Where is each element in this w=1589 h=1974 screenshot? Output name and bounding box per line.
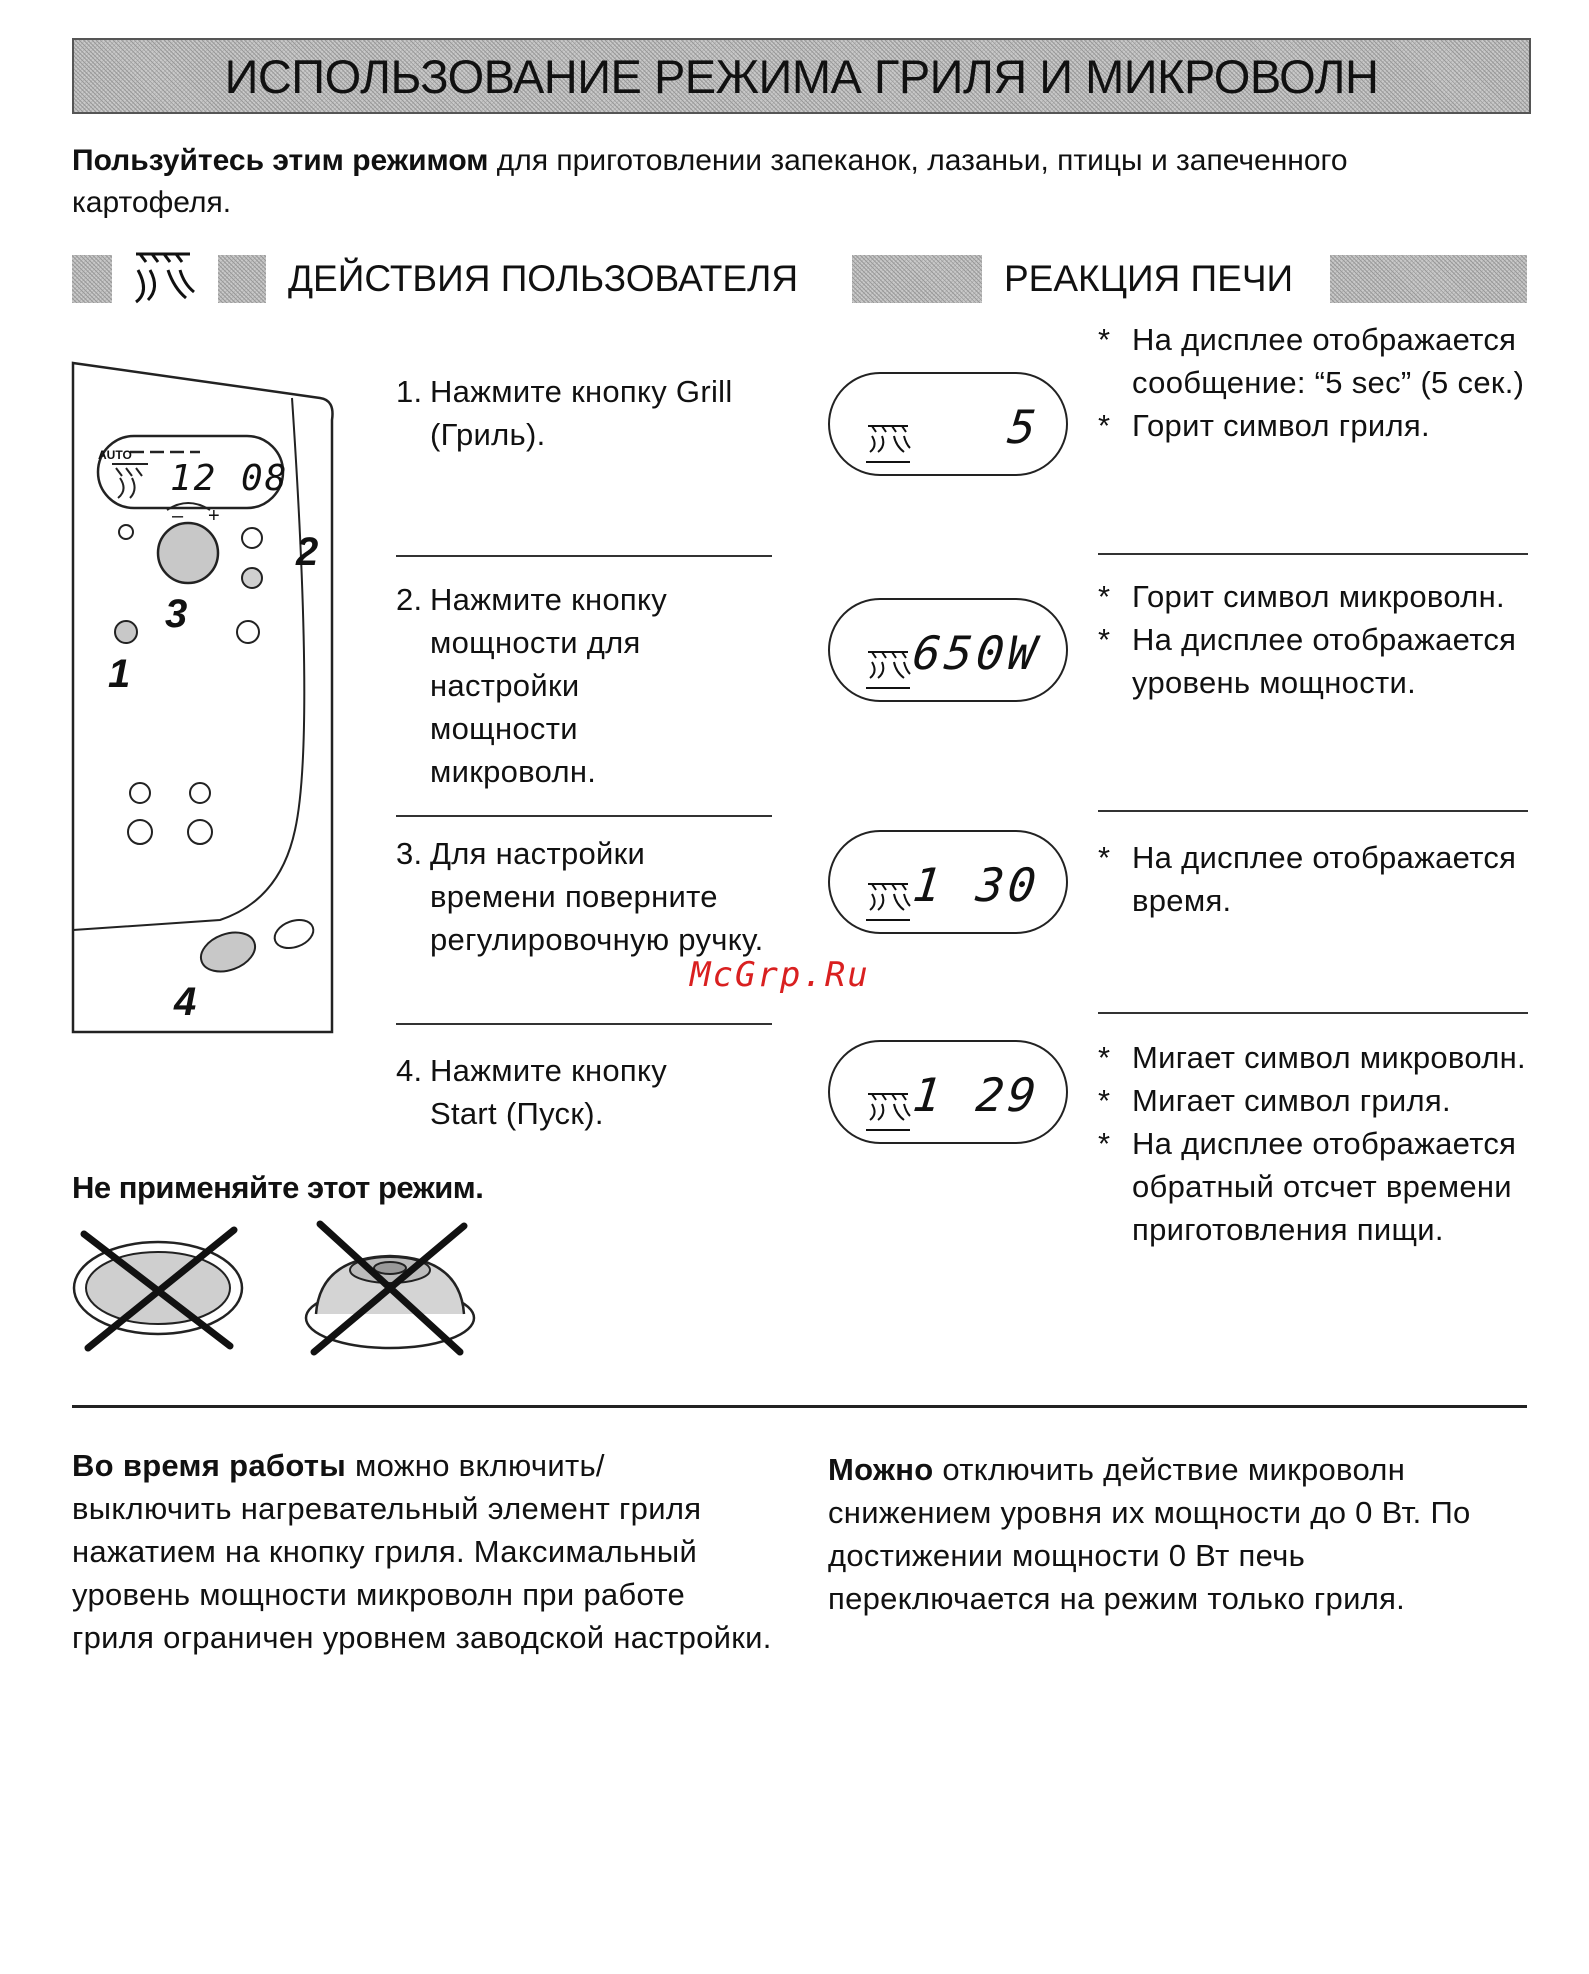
dont-use-heading: Не применяйте этот режим. — [72, 1170, 484, 1205]
bottom-left-bold: Во время работы — [72, 1448, 347, 1483]
panel-label-4: 4 — [174, 980, 197, 1024]
response-4 — [1098, 1036, 1528, 1251]
panel-display-time: 12 08 — [170, 458, 289, 499]
grill-symbol-icon — [864, 880, 912, 922]
section-user-actions: ДЕЙСТВИЯ ПОЛЬЗОВАТЕЛЯ — [288, 258, 799, 299]
response-1 — [1098, 318, 1528, 447]
step-number: 4. — [396, 1053, 423, 1088]
grill-symbol-icon — [864, 648, 912, 690]
bottom-note-right — [828, 1448, 1528, 1620]
response-item: * Мигает символ микроволн. — [1098, 1040, 1526, 1075]
step-text: Нажмите кнопку Start (Пуск). — [430, 1053, 668, 1131]
display-value: 650W — [910, 626, 1043, 680]
crossed-cover-icon — [300, 1218, 480, 1358]
response-item: * На дисплее отображается сообщение: “5 sec” (5 сек.) — [1098, 322, 1525, 400]
grill-symbol-icon — [864, 1090, 912, 1132]
bottom-left-text: можно включить/ выключить нагревательный элемент гриля нажатием на кнопку гриля. Максимальный уровень мощности микроволн при работе гриля ограничен уровнем заводской настройки. — [72, 1448, 772, 1655]
bottom-right-bold: Можно — [828, 1452, 934, 1487]
step-text: Нажмите кнопку Grill (Гриль). — [430, 374, 733, 452]
step-number: 3. — [396, 836, 423, 871]
display-step-3 — [828, 830, 1068, 934]
divider — [1098, 553, 1528, 555]
display-step-2 — [828, 598, 1068, 702]
response-item: * На дисплее отображается уровень мощности. — [1098, 622, 1517, 700]
response-item: * На дисплее отображается время. — [1098, 840, 1517, 918]
divider — [1098, 810, 1528, 812]
display-value: 1 29 — [910, 1068, 1043, 1122]
hatch-block — [1330, 255, 1527, 303]
step-2 — [396, 578, 796, 798]
panel-plus: + — [208, 505, 220, 527]
response-item: * Мигает символ гриля. — [1098, 1083, 1451, 1118]
response-item: * Горит символ гриля. — [1098, 408, 1430, 443]
panel-minus: – — [172, 505, 184, 527]
crossed-plate-icon — [70, 1222, 250, 1352]
grill-microwave-icon — [128, 248, 198, 306]
panel-label-1: 1 — [108, 652, 131, 696]
divider — [1098, 1012, 1528, 1014]
step-text: Для настройки времени поверните регулировочную ручку. — [430, 836, 764, 957]
intro-paragraph — [72, 140, 1512, 224]
divider — [396, 1023, 772, 1025]
display-value: 1 30 — [910, 858, 1043, 912]
panel-auto-label: AUTO — [98, 448, 132, 462]
bottom-right-text: отключить действие микроволн снижением уровня их мощности до 0 Вт. По достижении мощности 0 Вт печь переключается на режим только гриля. — [828, 1452, 1471, 1616]
display-step-1 — [828, 372, 1068, 476]
grill-symbol-icon — [864, 422, 912, 464]
divider — [396, 815, 772, 817]
display-value: 5 — [1005, 400, 1043, 454]
response-item: * Горит символ микроволн. — [1098, 579, 1505, 614]
panel-label-2: 2 — [296, 530, 319, 574]
step-text: Нажмите кнопку мощности для настройки мощности микроволн. — [430, 582, 668, 789]
divider — [396, 555, 772, 557]
intro-text: для приготовлении запеканок, лазаньи, птицы и запеченного картофеля. — [72, 144, 1348, 219]
bottom-divider — [72, 1405, 1527, 1408]
step-number: 2. — [396, 582, 423, 617]
section-oven-reaction: РЕАКЦИЯ ПЕЧИ — [1004, 258, 1294, 299]
display-step-4 — [828, 1040, 1068, 1144]
hatch-block — [218, 255, 266, 303]
response-3 — [1098, 836, 1528, 922]
panel-label-3: 3 — [165, 592, 188, 636]
intro-bold: Пользуйтесь этим режимом — [72, 144, 489, 177]
watermark: McGrp.Ru — [690, 955, 870, 995]
response-item: * На дисплее отображается обратный отсчет времени приготовления пищи. — [1098, 1126, 1517, 1247]
step-number: 1. — [396, 374, 423, 409]
step-4 — [396, 1049, 796, 1139]
page-title: ИСПОЛЬЗОВАНИЕ РЕЖИМА ГРИЛЯ И МИКРОВОЛН — [224, 49, 1379, 103]
response-2 — [1098, 575, 1528, 704]
hatch-block — [72, 255, 112, 303]
bottom-note-left — [72, 1444, 772, 1659]
step-1 — [396, 370, 796, 460]
hatch-block — [852, 255, 982, 303]
title-banner — [72, 38, 1531, 114]
